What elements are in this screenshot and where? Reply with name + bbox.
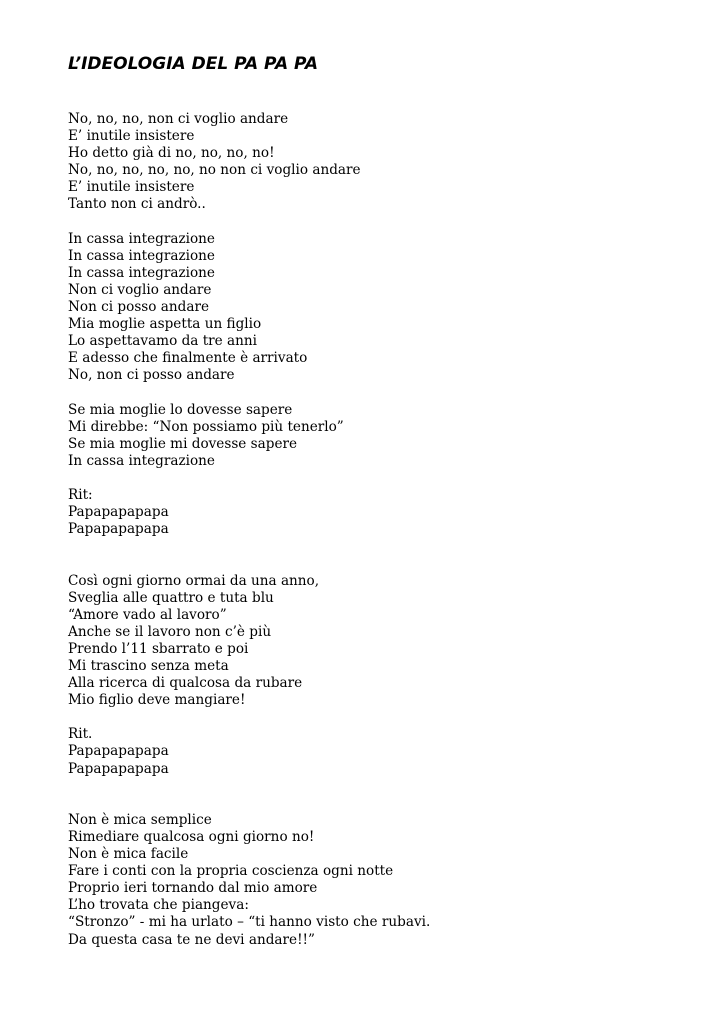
- lyric-line: “Amore vado al lavoro”: [68, 606, 227, 623]
- lyric-line: Così ogni giorno ormai da una anno,: [68, 572, 320, 589]
- lyric-line: Papapapapapa: [68, 504, 169, 521]
- lyric-line: Se mia moglie lo dovesse sapere: [68, 401, 293, 418]
- lyric-line: Rit.: [68, 726, 93, 743]
- lyric-line: Non è mica semplice: [68, 811, 212, 828]
- lyric-line: Da questa casa te ne devi andare!!”: [68, 931, 315, 948]
- lyric-line: Papapapapapa: [68, 521, 169, 538]
- lyric-line: Mia moglie aspetta un figlio: [68, 316, 262, 333]
- lyric-line: Papapapapapa: [68, 760, 169, 777]
- lyric-line: Fare i conti con la propria coscienza ogni notte: [68, 863, 394, 880]
- lyric-line: No, no, no, no, no, no non ci voglio andare: [68, 162, 361, 179]
- lyric-line: No, no, no, non ci voglio andare: [68, 111, 289, 127]
- blank-line: [68, 538, 688, 555]
- lyric-line: Sveglia alle quattro e tuta blu: [68, 589, 274, 606]
- blank-line: [68, 778, 688, 795]
- blank-line: [68, 214, 688, 231]
- blank-line: [68, 385, 688, 402]
- lyric-line: No, non ci posso andare: [68, 367, 235, 384]
- lyrics-body: [68, 111, 688, 949]
- lyric-line: Mio figlio deve mangiare!: [68, 692, 246, 709]
- blank-line: [68, 795, 688, 812]
- blank-line: [68, 709, 688, 726]
- lyric-line: Lo aspettavamo da tre anni: [68, 333, 257, 350]
- lyric-line: In cassa integrazione: [68, 264, 215, 281]
- lyric-line: Rimediare qualcosa ogni giorno no!: [68, 828, 315, 845]
- lyric-line: Papapapapapa: [68, 743, 169, 760]
- blank-line: [68, 470, 688, 487]
- lyric-line: Non ci voglio andare: [68, 281, 212, 298]
- lyric-line: “Stronzo” - mi ha urlato – “ti hanno visto che rubavi.: [68, 914, 431, 931]
- lyric-line: E’ inutile insistere: [68, 128, 195, 145]
- lyric-line: Proprio ieri tornando dal mio amore: [68, 880, 318, 897]
- blank-line: [68, 555, 688, 572]
- lyric-line: Non è mica facile: [68, 846, 189, 863]
- lyric-line: Anche se il lavoro non c’è più: [68, 623, 272, 640]
- lyric-line: E adesso che finalmente è arrivato: [68, 350, 308, 367]
- lyric-line: In cassa integrazione: [68, 452, 215, 469]
- lyric-line: Tanto non ci andrò..: [68, 196, 206, 213]
- lyric-line: Ho detto già di no, no, no, no!: [68, 145, 275, 162]
- lyric-line: L’ho trovata che piangeva:: [68, 897, 249, 914]
- lyric-line: Prendo l’11 sbarrato e poi: [68, 640, 249, 657]
- lyric-line: Alla ricerca di qualcosa da rubare: [68, 675, 303, 692]
- lyric-line: Non ci posso andare: [68, 299, 209, 316]
- lyric-line: In cassa integrazione: [68, 230, 215, 247]
- lyric-line: Mi direbbe: “Non possiamo più tenerlo”: [68, 418, 344, 435]
- lyric-line: E’ inutile insistere: [68, 179, 195, 196]
- lyric-line: Mi trascino senza meta: [68, 658, 229, 674]
- document-title: L’IDEOLOGIA DEL PA PA PA: [68, 54, 319, 74]
- lyric-line: Rit:: [68, 487, 93, 504]
- lyric-line: In cassa integrazione: [68, 247, 215, 264]
- lyric-line: Se mia moglie mi dovesse sapere: [68, 435, 298, 452]
